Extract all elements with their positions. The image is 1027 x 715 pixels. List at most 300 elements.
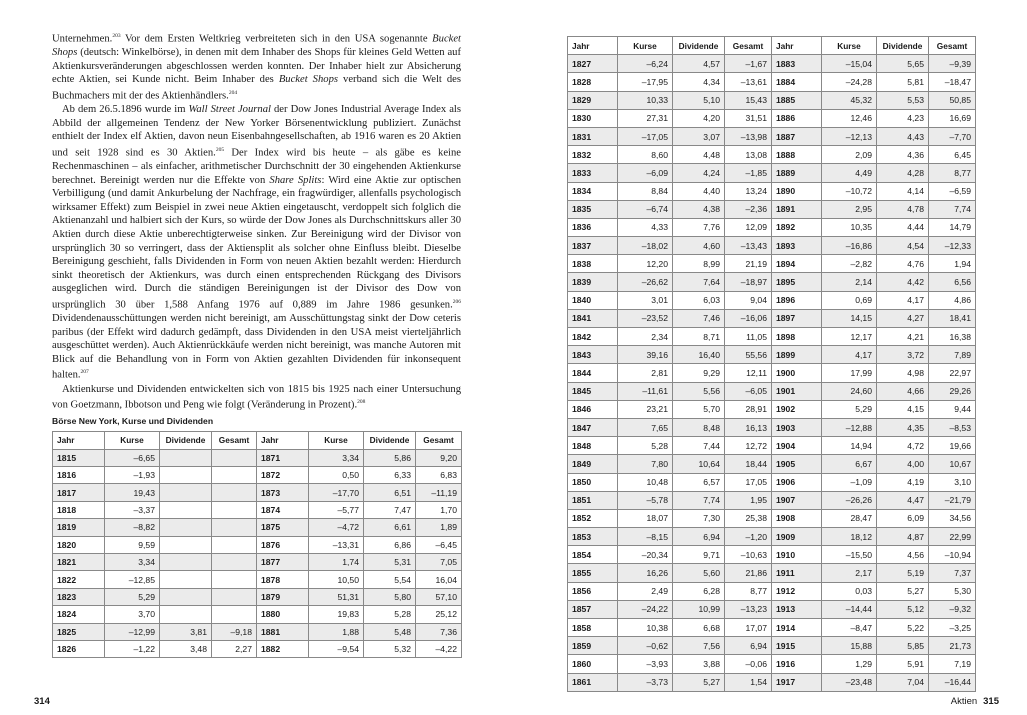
value-cell: –24,28 — [822, 73, 877, 91]
year-cell: 1824 — [53, 606, 105, 623]
value-cell: 3,81 — [160, 623, 212, 640]
value-cell: 4,49 — [822, 164, 877, 182]
value-cell: –6,74 — [618, 200, 673, 218]
value-cell: –4,72 — [309, 519, 364, 536]
value-cell: 6,67 — [822, 455, 877, 473]
year-cell: 1915 — [772, 637, 822, 655]
table-row — [53, 606, 462, 623]
value-cell: 29,26 — [929, 382, 976, 400]
value-cell: 6,94 — [725, 637, 772, 655]
value-cell: 5,12 — [877, 600, 929, 618]
value-cell: –12,88 — [822, 418, 877, 436]
value-cell: 7,76 — [673, 218, 725, 236]
table-row — [568, 237, 976, 255]
value-cell: 13,24 — [725, 182, 772, 200]
year-cell: 1823 — [53, 588, 105, 605]
year-cell: 1917 — [772, 673, 822, 691]
column-header: Jahr — [257, 432, 309, 449]
value-cell: 12,11 — [725, 364, 772, 382]
value-cell: –5,77 — [309, 501, 364, 518]
value-cell: 1,54 — [725, 673, 772, 691]
value-cell: 10,33 — [618, 91, 673, 109]
table-row — [568, 73, 976, 91]
year-cell: 1911 — [772, 564, 822, 582]
year-cell: 1882 — [257, 640, 309, 657]
value-cell: 25,38 — [725, 509, 772, 527]
value-cell: 18,41 — [929, 309, 976, 327]
value-cell: –13,23 — [725, 600, 772, 618]
value-cell: 4,23 — [877, 109, 929, 127]
year-cell: 1886 — [772, 109, 822, 127]
column-header: Dividende — [877, 37, 929, 55]
table-row — [568, 655, 976, 673]
value-cell: 7,47 — [364, 501, 416, 518]
year-cell: 1913 — [772, 600, 822, 618]
value-cell: 1,29 — [822, 655, 877, 673]
value-cell: –6,45 — [416, 536, 462, 553]
column-header: Gesamt — [212, 432, 257, 449]
value-cell — [212, 588, 257, 605]
value-cell: 8,48 — [673, 418, 725, 436]
value-cell: 12,72 — [725, 437, 772, 455]
paragraph: Unternehmen.$^{203}$ Vor dem Ersten Weltkrieg verbreiteten sich in den USA sogenannte Bucket Shops (deutsch: Winkelbörse), in denen mit dem Inhaber des Shops für kleines Geld Wetten auf Aktienkursveränderungen abgeschlossen werden konnten. Der Inhaber hielt zur Absicherung echte Aktien, sei Kunde nicht. Beim Inhaber des Bucket Shops verband sich die Welt des Buchmachers mit der des Aktienhändlers.$^{204}$ — [52, 33, 461, 102]
value-cell: –1,20 — [725, 528, 772, 546]
value-cell: 8,77 — [725, 582, 772, 600]
table-row — [53, 553, 462, 570]
value-cell: 12,17 — [822, 328, 877, 346]
value-cell: –11,19 — [416, 484, 462, 501]
value-cell: 3,70 — [105, 606, 160, 623]
table-row — [568, 255, 976, 273]
year-cell: 1845 — [568, 382, 618, 400]
value-cell: 4,72 — [877, 437, 929, 455]
page-number-right: 315 — [983, 696, 999, 707]
year-cell: 1888 — [772, 146, 822, 164]
value-cell: 9,20 — [416, 449, 462, 466]
value-cell: 45,32 — [822, 91, 877, 109]
column-header: Kurse — [105, 432, 160, 449]
value-cell: 6,83 — [416, 467, 462, 484]
column-header: Gesamt — [929, 37, 976, 55]
year-cell: 1848 — [568, 437, 618, 455]
value-cell: –1,85 — [725, 164, 772, 182]
column-header: Jahr — [568, 37, 618, 55]
value-cell: 6,33 — [364, 467, 416, 484]
value-cell: 7,74 — [673, 491, 725, 509]
value-cell: 6,57 — [673, 473, 725, 491]
table-row — [568, 309, 976, 327]
value-cell — [160, 519, 212, 536]
table-row — [568, 55, 976, 73]
value-cell: 3,34 — [309, 449, 364, 466]
year-cell: 1839 — [568, 273, 618, 291]
value-cell: 0,69 — [822, 291, 877, 309]
year-cell: 1847 — [568, 418, 618, 436]
value-cell: –13,61 — [725, 73, 772, 91]
value-cell: 5,56 — [673, 382, 725, 400]
value-cell: 4,43 — [877, 127, 929, 145]
column-header: Kurse — [309, 432, 364, 449]
value-cell: 8,99 — [673, 255, 725, 273]
table-row — [53, 588, 462, 605]
value-cell: 2,49 — [618, 582, 673, 600]
value-cell: 9,29 — [673, 364, 725, 382]
year-cell: 1914 — [772, 619, 822, 637]
table-row — [568, 418, 976, 436]
value-cell: 17,99 — [822, 364, 877, 382]
value-cell: –1,22 — [105, 640, 160, 657]
column-header: Dividende — [673, 37, 725, 55]
year-cell: 1822 — [53, 571, 105, 588]
table-row — [568, 164, 976, 182]
value-cell: 17,07 — [725, 619, 772, 637]
value-cell: 19,83 — [309, 606, 364, 623]
year-cell: 1898 — [772, 328, 822, 346]
year-cell: 1829 — [568, 91, 618, 109]
year-cell: 1874 — [257, 501, 309, 518]
value-cell: –18,97 — [725, 273, 772, 291]
value-cell: 5,80 — [364, 588, 416, 605]
table-row — [568, 127, 976, 145]
value-cell — [212, 484, 257, 501]
value-cell: 5,91 — [877, 655, 929, 673]
value-cell: 5,86 — [364, 449, 416, 466]
table-header-row — [53, 432, 462, 449]
value-cell: 4,66 — [877, 382, 929, 400]
value-cell: 4,47 — [877, 491, 929, 509]
year-cell: 1850 — [568, 473, 618, 491]
value-cell: 4,86 — [929, 291, 976, 309]
value-cell: –3,73 — [618, 673, 673, 691]
value-cell: 4,36 — [877, 146, 929, 164]
table-row — [568, 637, 976, 655]
value-cell: 11,05 — [725, 328, 772, 346]
value-cell: 19,43 — [105, 484, 160, 501]
value-cell: –7,70 — [929, 127, 976, 145]
year-cell: 1883 — [772, 55, 822, 73]
value-cell: 8,84 — [618, 182, 673, 200]
year-cell: 1833 — [568, 164, 618, 182]
value-cell: –26,26 — [822, 491, 877, 509]
year-cell: 1858 — [568, 619, 618, 637]
year-cell: 1857 — [568, 600, 618, 618]
value-cell — [160, 553, 212, 570]
year-cell: 1878 — [257, 571, 309, 588]
table-row — [568, 218, 976, 236]
year-cell: 1816 — [53, 467, 105, 484]
year-cell: 1820 — [53, 536, 105, 553]
value-cell: –26,62 — [618, 273, 673, 291]
value-cell: 10,48 — [618, 473, 673, 491]
table-row — [53, 640, 462, 657]
value-cell: 4,28 — [877, 164, 929, 182]
value-cell: –9,18 — [212, 623, 257, 640]
value-cell: 1,88 — [309, 623, 364, 640]
value-cell: 10,50 — [309, 571, 364, 588]
value-cell: 4,48 — [673, 146, 725, 164]
value-cell — [212, 449, 257, 466]
value-cell: 3,72 — [877, 346, 929, 364]
year-cell: 1836 — [568, 218, 618, 236]
value-cell: 5,81 — [877, 73, 929, 91]
value-cell: 7,65 — [618, 418, 673, 436]
value-cell: –24,22 — [618, 600, 673, 618]
value-cell: 5,54 — [364, 571, 416, 588]
value-cell: –18,47 — [929, 73, 976, 91]
year-cell: 1877 — [257, 553, 309, 570]
year-cell: 1893 — [772, 237, 822, 255]
value-cell: 5,28 — [364, 606, 416, 623]
year-cell: 1876 — [257, 536, 309, 553]
year-cell: 1825 — [53, 623, 105, 640]
value-cell: 5,48 — [364, 623, 416, 640]
value-cell: 5,10 — [673, 91, 725, 109]
value-cell: –16,86 — [822, 237, 877, 255]
value-cell: 10,38 — [618, 619, 673, 637]
column-header: Jahr — [772, 37, 822, 55]
value-cell: 15,43 — [725, 91, 772, 109]
value-cell: 5,28 — [618, 437, 673, 455]
table-row — [568, 346, 976, 364]
year-cell: 1871 — [257, 449, 309, 466]
value-cell: 16,13 — [725, 418, 772, 436]
value-cell — [212, 536, 257, 553]
value-cell: 4,27 — [877, 309, 929, 327]
value-cell: 6,45 — [929, 146, 976, 164]
value-cell: 16,38 — [929, 328, 976, 346]
value-cell — [212, 606, 257, 623]
year-cell: 1844 — [568, 364, 618, 382]
table-header-row — [568, 37, 976, 55]
value-cell: 2,81 — [618, 364, 673, 382]
value-cell: –21,79 — [929, 491, 976, 509]
value-cell: 18,12 — [822, 528, 877, 546]
year-cell: 1817 — [53, 484, 105, 501]
table-row — [53, 536, 462, 553]
table-row — [53, 519, 462, 536]
value-cell: 7,04 — [877, 673, 929, 691]
value-cell: 2,95 — [822, 200, 877, 218]
value-cell: 5,31 — [364, 553, 416, 570]
value-cell: –0,06 — [725, 655, 772, 673]
section-title: Aktien — [950, 696, 978, 707]
value-cell: 8,77 — [929, 164, 976, 182]
value-cell: 4,60 — [673, 237, 725, 255]
year-cell: 1892 — [772, 218, 822, 236]
table-title: Börse New York, Kurse und Dividenden — [52, 416, 214, 427]
year-cell: 1896 — [772, 291, 822, 309]
value-cell: 23,21 — [618, 400, 673, 418]
value-cell: 12,20 — [618, 255, 673, 273]
table-row — [568, 564, 976, 582]
year-cell: 1903 — [772, 418, 822, 436]
value-cell: –20,34 — [618, 546, 673, 564]
value-cell — [160, 484, 212, 501]
year-cell: 1895 — [772, 273, 822, 291]
value-cell: 3,48 — [160, 640, 212, 657]
value-cell: 2,17 — [822, 564, 877, 582]
value-cell: 5,85 — [877, 637, 929, 655]
value-cell: 6,86 — [364, 536, 416, 553]
paragraph: Aktienkurse und Dividenden entwickelten sich von 1815 bis 1925 nach einer Untersuchung von Goetzmann, Ibbotson und Peng wie folgt (Veränderung in Prozent).$^{208}$ — [52, 383, 461, 411]
column-header: Jahr — [53, 432, 105, 449]
table-row — [568, 291, 976, 309]
value-cell: 6,94 — [673, 528, 725, 546]
value-cell: 21,86 — [725, 564, 772, 582]
value-cell: 39,16 — [618, 346, 673, 364]
value-cell: 4,17 — [877, 291, 929, 309]
table-row — [568, 600, 976, 618]
value-cell: 8,71 — [673, 328, 725, 346]
table-row — [568, 273, 976, 291]
value-cell: 6,68 — [673, 619, 725, 637]
value-cell: 16,26 — [618, 564, 673, 582]
value-cell: 55,56 — [725, 346, 772, 364]
value-cell: 4,40 — [673, 182, 725, 200]
value-cell: 31,51 — [725, 109, 772, 127]
year-cell: 1885 — [772, 91, 822, 109]
year-cell: 1905 — [772, 455, 822, 473]
value-cell: 1,74 — [309, 553, 364, 570]
value-cell: 5,53 — [877, 91, 929, 109]
value-cell: –8,82 — [105, 519, 160, 536]
value-cell: –13,31 — [309, 536, 364, 553]
value-cell: –16,06 — [725, 309, 772, 327]
year-cell: 1830 — [568, 109, 618, 127]
value-cell: –9,32 — [929, 600, 976, 618]
year-cell: 1901 — [772, 382, 822, 400]
value-cell: 4,35 — [877, 418, 929, 436]
value-cell: 2,14 — [822, 273, 877, 291]
value-cell: –17,70 — [309, 484, 364, 501]
year-cell: 1818 — [53, 501, 105, 518]
value-cell: 3,88 — [673, 655, 725, 673]
year-cell: 1849 — [568, 455, 618, 473]
value-cell: 9,71 — [673, 546, 725, 564]
value-cell: 22,97 — [929, 364, 976, 382]
value-cell: 17,05 — [725, 473, 772, 491]
value-cell: 4,38 — [673, 200, 725, 218]
value-cell: 4,98 — [877, 364, 929, 382]
value-cell: –9,54 — [309, 640, 364, 657]
value-cell: 5,29 — [822, 400, 877, 418]
value-cell: 2,27 — [212, 640, 257, 657]
value-cell: 3,10 — [929, 473, 976, 491]
value-cell: 34,56 — [929, 509, 976, 527]
left-data-table — [52, 431, 462, 658]
year-cell: 1834 — [568, 182, 618, 200]
value-cell: 0,50 — [309, 467, 364, 484]
value-cell: 10,99 — [673, 600, 725, 618]
table-row — [568, 582, 976, 600]
value-cell — [160, 501, 212, 518]
year-cell: 1851 — [568, 491, 618, 509]
value-cell: –1,67 — [725, 55, 772, 73]
value-cell: 7,46 — [673, 309, 725, 327]
left-page — [52, 30, 461, 658]
year-cell: 1889 — [772, 164, 822, 182]
year-cell: 1827 — [568, 55, 618, 73]
table-row — [568, 673, 976, 691]
value-cell: 3,01 — [618, 291, 673, 309]
value-cell: 1,89 — [416, 519, 462, 536]
value-cell: 18,44 — [725, 455, 772, 473]
value-cell: 57,10 — [416, 588, 462, 605]
column-header: Kurse — [618, 37, 673, 55]
value-cell: –23,52 — [618, 309, 673, 327]
table-row — [568, 546, 976, 564]
value-cell: 7,80 — [618, 455, 673, 473]
table-row — [568, 437, 976, 455]
year-cell: 1908 — [772, 509, 822, 527]
table-row — [568, 109, 976, 127]
value-cell: –11,61 — [618, 382, 673, 400]
value-cell: 4,44 — [877, 218, 929, 236]
value-cell: –1,93 — [105, 467, 160, 484]
value-cell: 10,35 — [822, 218, 877, 236]
value-cell: –16,44 — [929, 673, 976, 691]
year-cell: 1840 — [568, 291, 618, 309]
right-data-table — [567, 36, 976, 692]
table-row — [568, 182, 976, 200]
year-cell: 1880 — [257, 606, 309, 623]
value-cell: 1,95 — [725, 491, 772, 509]
value-cell: 10,64 — [673, 455, 725, 473]
value-cell — [212, 519, 257, 536]
table-row — [53, 467, 462, 484]
value-cell: 5,27 — [877, 582, 929, 600]
table-row — [568, 200, 976, 218]
year-cell: 1902 — [772, 400, 822, 418]
year-cell: 1887 — [772, 127, 822, 145]
year-cell: 1916 — [772, 655, 822, 673]
value-cell: 16,40 — [673, 346, 725, 364]
value-cell: –3,25 — [929, 619, 976, 637]
table-row — [53, 484, 462, 501]
value-cell: 4,19 — [877, 473, 929, 491]
value-cell: 4,78 — [877, 200, 929, 218]
column-header: Gesamt — [416, 432, 462, 449]
value-cell: 12,46 — [822, 109, 877, 127]
value-cell: –12,33 — [929, 237, 976, 255]
year-cell: 1912 — [772, 582, 822, 600]
year-cell: 1909 — [772, 528, 822, 546]
value-cell: –0,62 — [618, 637, 673, 655]
value-cell: 22,99 — [929, 528, 976, 546]
year-cell: 1897 — [772, 309, 822, 327]
table-row — [568, 328, 976, 346]
value-cell: 6,28 — [673, 582, 725, 600]
value-cell: 4,87 — [877, 528, 929, 546]
table-row — [568, 509, 976, 527]
value-cell: 1,94 — [929, 255, 976, 273]
value-cell: 14,94 — [822, 437, 877, 455]
value-cell: 7,56 — [673, 637, 725, 655]
value-cell: –6,65 — [105, 449, 160, 466]
value-cell — [212, 571, 257, 588]
value-cell — [160, 536, 212, 553]
year-cell: 1879 — [257, 588, 309, 605]
value-cell: 4,17 — [822, 346, 877, 364]
value-cell: 7,36 — [416, 623, 462, 640]
value-cell: 14,79 — [929, 218, 976, 236]
value-cell: –3,93 — [618, 655, 673, 673]
column-header: Dividende — [364, 432, 416, 449]
value-cell: –12,85 — [105, 571, 160, 588]
page-footer-right — [951, 696, 999, 707]
value-cell: –17,05 — [618, 127, 673, 145]
year-cell: 1855 — [568, 564, 618, 582]
